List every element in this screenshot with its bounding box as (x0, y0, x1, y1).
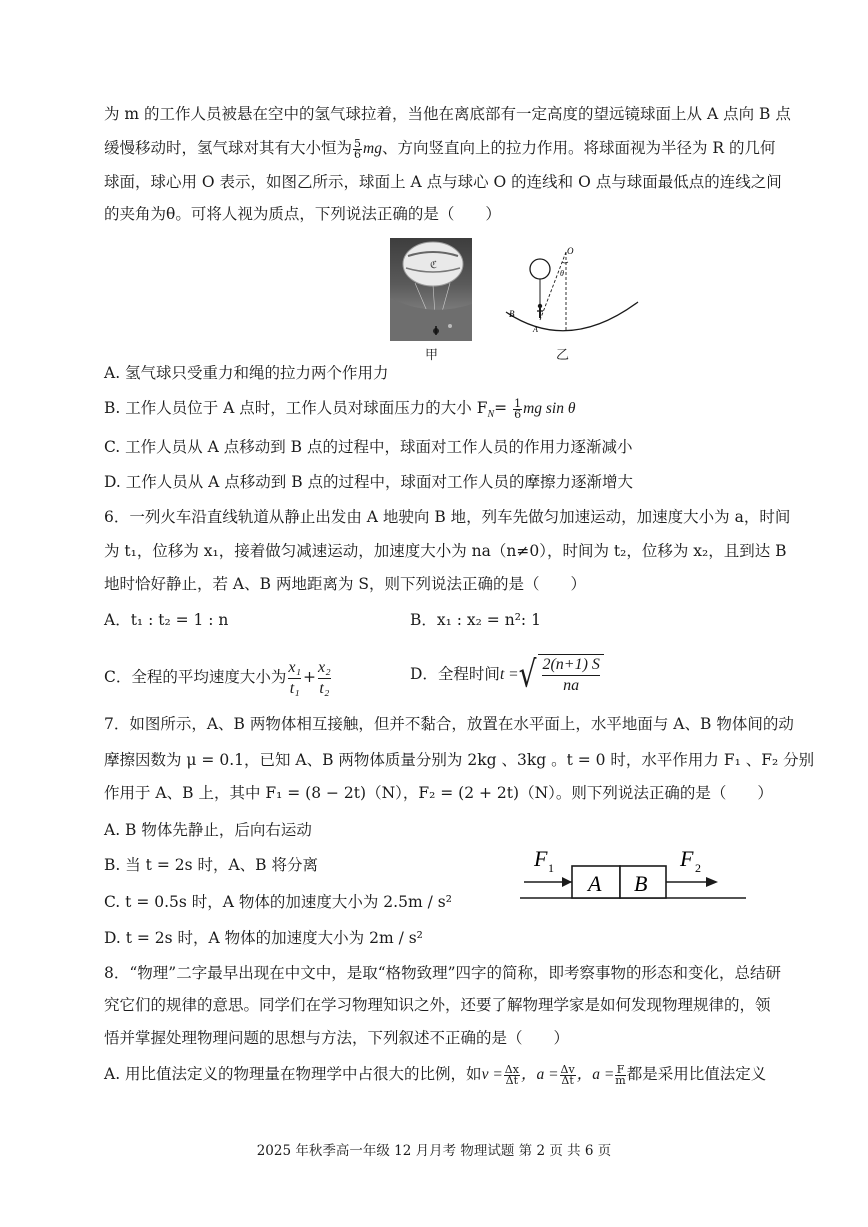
q7-option-a: A. B 物体先静止，后向右运动 (104, 821, 312, 839)
label-A: A (533, 325, 538, 334)
q5-figure-photo (390, 238, 472, 341)
q5-stem-text: 缓慢移动时，氢气球对其有大小恒为 (104, 139, 353, 157)
q6-stem-line-3: 地时恰好静止，若 A、B 两地距离为 S，则下列说法正确的是（ ） (104, 575, 586, 593)
q7-option-b: B. 当 t = 2s 时，A、B 将分离 (104, 856, 318, 874)
label-F1-sub: 1 (548, 861, 554, 875)
q5-stem-line-4: 的夹角为θ。可将人视为质点，下列说法正确的是（ ） (104, 205, 501, 223)
label-theta: θ (560, 269, 564, 278)
q8-option-a (104, 1064, 766, 1086)
q8-stem-line-1: 8．“物理”二字最早出现在中文中，是取“格物致理”四字的简称，即考察事物的形态和变化，总结研 (104, 964, 782, 982)
q5-stem-text-b: 、方向竖直向上的拉力作用。将球面视为半径为 R 的几何 (381, 139, 776, 157)
q7-stem-line-3: 作用于 A、B 上，其中 F₁ = (8 − 2t)（N），F₂ = (2 + 2t)（N）。则下列说法正确的是（ ） (104, 784, 773, 802)
sqrt-icon: √ (518, 652, 537, 696)
page-footer: 2025 年秋季高一年级 12 月月考 物理试题 第 2 页 共 6 页 (256, 1143, 612, 1159)
q8-frac-v: $\frac{\Delta x}{\Delta t}$ (504, 1062, 519, 1087)
q7-option-d: D. t = 2s 时，A 物体的加速度大小为 2m / s² (104, 929, 423, 947)
q6-option-d-frac: $\frac{2(n+1) S}{na}$ (538, 654, 603, 696)
q5-figure-diagram (504, 244, 644, 340)
label-block-B: B (634, 871, 648, 896)
q6-option-c-text: C．全程的平均速度大小为 (104, 668, 287, 686)
q5-figure-label-yi: 乙 (556, 348, 570, 363)
q5-stem-line-3: 球面，球心用 O 表示，如图乙所示，球面上 A 点与球心 O 的连线和 O 点与球面最低点的连线之间 (104, 173, 782, 191)
q5-figure-label-jia: 甲 (425, 348, 439, 363)
q5-stem-line-2 (104, 138, 776, 160)
label-B: B (509, 309, 515, 319)
q5-option-b-expr: mg sin θ (523, 400, 576, 417)
q8-a2: ，a = (576, 1066, 615, 1083)
q5-option-a: A. 氢气球只受重力和绳的拉力两个作用力 (104, 364, 389, 382)
q5-option-d: D. 工作人员从 A 点移动到 B 点的过程中，球面对工作人员的摩擦力逐渐增大 (104, 473, 634, 491)
q5-option-b-sub: N (487, 409, 495, 421)
label-F2: F (680, 846, 694, 871)
q5-option-c: C. 工作人员从 A 点移动到 B 点的过程中，球面对工作人员的作用力逐渐减小 (104, 438, 633, 456)
q6-option-d-t: t = (499, 666, 519, 683)
q6-option-a: A．t₁ : t₂ = 1 : n (104, 611, 229, 629)
q6-option-d-text: D．全程时间 (410, 665, 500, 683)
svg-text:ℭ: ℭ (430, 260, 438, 271)
q6-option-c-frac1: $\frac{\text{x₁}}{\text{t₁}}$ (288, 658, 302, 697)
q8-option-a-text: A. 用比值法定义的物理量在物理学中占很大的比例，如 (104, 1065, 482, 1083)
q8-option-a-text-b: 都是采用比值法定义 (626, 1065, 767, 1083)
q5-option-b-eq: = (494, 399, 513, 417)
q6-option-c (104, 655, 333, 699)
q5-option-b-fraction: $\frac{1}{6}$ (514, 396, 522, 421)
q5-option-b (104, 398, 575, 425)
q7-stem-line-1: 7．如图所示，A、B 两物体相互接触，但并不黏合，放置在水平面上，水平地面与 A、B 物体间的动 (104, 715, 794, 733)
q6-option-d (410, 652, 606, 697)
q7-stem-line-2: 摩擦因数为 μ = 0.1，已知 A、B 两物体质量分别为 2kg 、3kg 。t = 0 时，水平作用力 F₁ 、F₂ 分别 (104, 751, 815, 769)
balloon-photo-svg (390, 238, 472, 341)
q8-stem-line-2: 究它们的规律的意思。同学们在学习物理知识之外，还要了解物理学家是如何发现物理规律的，领 (104, 996, 771, 1014)
q8-a1: ，a = (520, 1066, 559, 1083)
q8-stem-line-3: 悟并掌握处理物理问题的思想与方法，下列叙述不正确的是（ ） (104, 1029, 570, 1047)
q5-mg: mg (363, 140, 382, 157)
q7-figure-blocks (520, 842, 748, 902)
label-O: O (567, 246, 574, 256)
q7-option-c: C. t = 0.5s 时，A 物体的加速度大小为 2.5m / s² (104, 893, 452, 911)
q5-fraction: $\frac{5}{6}$ (354, 136, 362, 161)
label-F1: F (534, 846, 548, 871)
label-F2-sub: 2 (695, 861, 701, 875)
q5-option-b-text: B. 工作人员位于 A 点时，工作人员对球面压力的大小 F (104, 399, 488, 417)
q8-frac-f: $\frac{F}{m}$ (615, 1062, 626, 1087)
q6-option-c-frac2: $\frac{\text{x₂}}{\text{t₂}}$ (318, 658, 331, 697)
q8-v: v = (481, 1066, 503, 1083)
label-block-A: A (588, 871, 602, 896)
q6-stem-line-2: 为 t₁，位移为 x₁，接着做匀减速运动，加速度大小为 na（n≠0），时间为 t₂，位移为 x₂，且到达 B (104, 542, 787, 560)
q5-stem-line-1: 为 m 的工作人员被悬在空中的氢气球拉着，当他在离底部有一定高度的望远镜球面上从 A 点向 B 点 (104, 105, 791, 123)
q6-option-c-plus: + (303, 668, 317, 686)
q8-frac-a: $\frac{\Delta v}{\Delta t}$ (560, 1062, 575, 1087)
q6-stem-line-1: 6．一列火车沿直线轨道从静止出发由 A 地驶向 B 地，列车先做匀加速运动，加速度大小为 a，时间 (104, 508, 791, 526)
q6-option-b: B．x₁ : x₂ = n²: 1 (410, 611, 541, 629)
